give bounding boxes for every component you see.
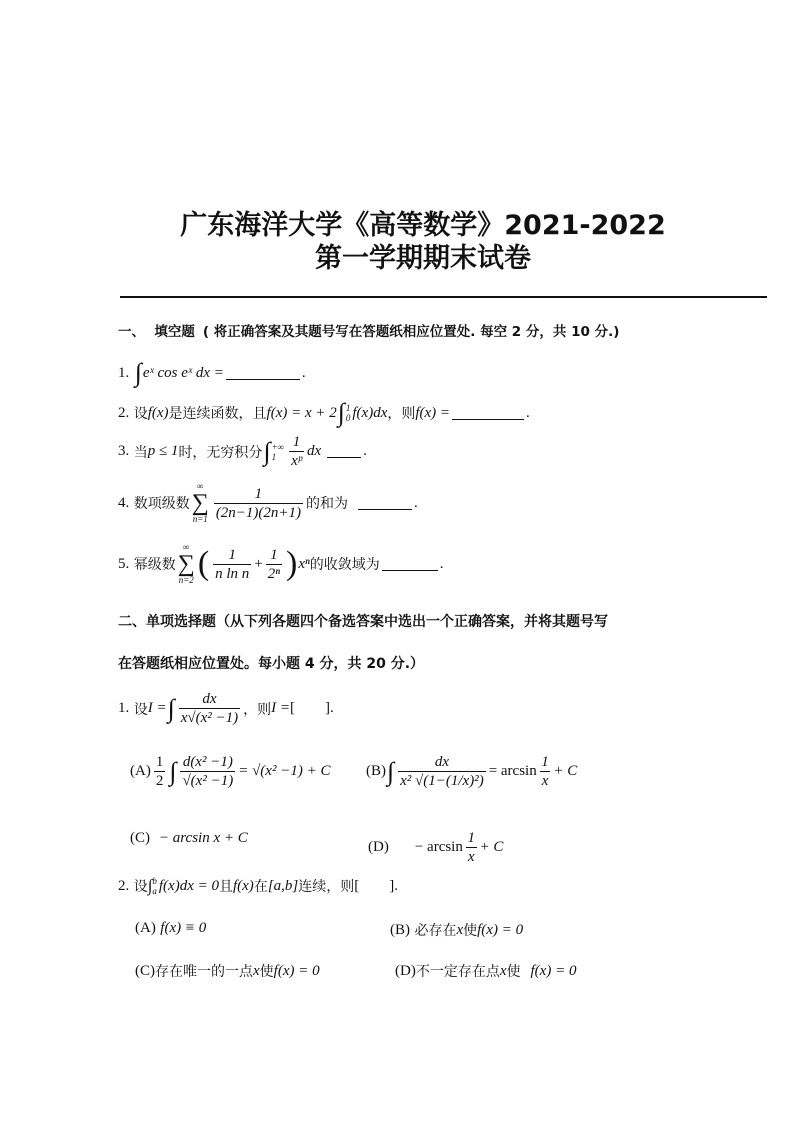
sum-lower: n=2	[178, 575, 194, 585]
title-line-2: 第一学期期末试卷	[315, 243, 531, 274]
text: ，则	[243, 701, 272, 718]
numerator: dx	[434, 754, 449, 770]
text: 连续，则	[298, 879, 355, 895]
denominator: x	[541, 773, 549, 789]
integral-sign: ∫	[169, 756, 177, 786]
question-2-2	[118, 876, 398, 896]
numerator: 1	[467, 830, 475, 846]
section-1-note: ( 将正确答案及其题号写在答题纸相应位置处. 每空 2 分，共 10 分.)	[202, 324, 620, 340]
fraction	[213, 546, 251, 583]
expression: dx	[306, 443, 322, 459]
integral-sign: ∫	[337, 398, 345, 427]
answer-bracket: [ ].	[290, 700, 334, 716]
expression: = arcsin	[488, 763, 537, 779]
expression: I =	[271, 700, 290, 716]
text: 设	[133, 406, 148, 422]
expression: f(x) =	[415, 404, 451, 421]
option-label: (A)	[130, 763, 151, 779]
numerator: 1	[292, 434, 301, 450]
question-1-4	[118, 482, 418, 524]
numerator: 1	[254, 485, 263, 502]
option-2-1-c	[130, 830, 248, 847]
text: 的和为	[306, 496, 349, 512]
section-2-heading-1: 二、单项选择题（从下列各题四个备选答案中选出一个正确答案，并将其题号写	[118, 614, 608, 630]
title-line-1: 广东海洋大学《高等数学》2021-2022	[180, 210, 666, 241]
fraction	[154, 753, 166, 790]
denominator: x² √(1−(1/x)²)	[400, 773, 484, 789]
integral-sign: ∫	[387, 756, 395, 786]
option-label: (B)	[366, 763, 386, 779]
option-label: (B)	[390, 921, 410, 938]
denominator: x	[467, 849, 475, 865]
plus: +	[254, 555, 263, 572]
variable: x	[456, 921, 464, 938]
option-2-1-b	[366, 753, 577, 790]
text: 使	[506, 964, 521, 980]
period: .	[301, 364, 306, 381]
option-2-2-d	[395, 961, 576, 981]
period: .	[414, 494, 418, 511]
summation	[192, 482, 209, 524]
question-number: 5.	[118, 555, 130, 572]
question-1-2	[118, 398, 530, 428]
period: .	[439, 555, 444, 572]
section-2-heading-2: 在答题纸相应位置处。每小题 4 分，共 20 分.）	[118, 656, 425, 672]
integral-sign: ∫	[134, 358, 142, 387]
answer-bracket: [ ].	[354, 877, 398, 894]
upper-limit: b	[152, 876, 157, 886]
expression: f(x)	[147, 404, 169, 421]
expression: p ≤ 1	[147, 443, 179, 459]
answer-blank	[327, 445, 361, 458]
expression: f(x)dx	[352, 404, 388, 421]
text: 设	[133, 701, 148, 718]
expression: f(x)dx = 0	[158, 877, 219, 894]
right-paren: )	[286, 545, 298, 582]
fraction	[266, 546, 282, 583]
option-label: (A)	[135, 920, 156, 936]
expression: xⁿ	[298, 555, 310, 572]
lower-limit: 1	[271, 451, 277, 462]
lower-limit: 0	[345, 413, 351, 423]
expression: − arcsin x + C	[158, 830, 248, 846]
upper-limit: 1	[345, 403, 351, 413]
expression: f(x)	[232, 877, 254, 894]
denominator: n ln n	[215, 565, 250, 582]
fraction	[214, 485, 303, 522]
question-number: 1.	[118, 364, 130, 381]
numerator: 1	[541, 754, 549, 770]
section-1-heading	[118, 320, 619, 340]
numerator: d(x² −1)	[182, 754, 233, 770]
text: 时，无穷积分	[178, 444, 263, 461]
answer-blank	[382, 558, 438, 571]
text: 是连续函数，且	[168, 406, 267, 422]
fraction	[289, 433, 304, 470]
denominator: (2n−1)(2n+1)	[215, 504, 302, 521]
question-number: 2.	[118, 404, 130, 421]
numerator: 1	[155, 754, 164, 770]
integral-limits	[346, 403, 351, 423]
question-number: 4.	[118, 494, 130, 511]
lower-limit: a	[152, 886, 157, 896]
denominator: xᵖ	[291, 453, 302, 469]
option-label: (C)	[130, 830, 150, 846]
text: 且	[218, 879, 233, 895]
numerator: 1	[228, 546, 236, 563]
expression: + C	[553, 763, 578, 779]
answer-blank	[358, 497, 412, 510]
option-label: (C)	[135, 962, 155, 979]
answer-blank	[452, 407, 524, 420]
text: 数项级数	[133, 496, 190, 512]
text: 的收敛域为	[309, 557, 380, 573]
sum-lower: n=1	[192, 514, 208, 524]
expression: f(x) = 0	[477, 921, 524, 938]
expression: f(x) = 0	[530, 962, 577, 979]
option-label: (D)	[395, 962, 416, 979]
denominator: x√(x² −1)	[180, 710, 239, 726]
text: 设	[133, 879, 148, 895]
text: ，则	[387, 406, 416, 422]
sigma-sign: ∑	[191, 490, 209, 516]
option-label: (D)	[368, 839, 389, 855]
expression: f(x) = x + 2	[266, 404, 337, 421]
sum-upper: ∞	[197, 481, 204, 491]
fraction	[398, 753, 486, 790]
option-2-2-c	[135, 961, 320, 981]
expression: eˣ cos eˣ dx =	[142, 364, 224, 381]
integral-sign: ∫	[167, 693, 175, 723]
expression: f(x) ≡ 0	[160, 920, 207, 936]
fraction	[466, 829, 477, 866]
text: 幂级数	[133, 557, 176, 573]
question-number: 1.	[118, 700, 130, 716]
section-1-title: 一、 填空题	[118, 324, 195, 340]
text: 必存在	[414, 923, 457, 939]
integral-sign: ∫	[263, 436, 271, 466]
answer-blank	[226, 367, 300, 380]
question-1-3	[118, 433, 367, 470]
question-2-1	[118, 690, 334, 727]
divider	[120, 296, 767, 298]
denominator: 2ⁿ	[267, 565, 281, 582]
left-paren: (	[197, 545, 210, 582]
expression: − arcsin	[414, 839, 463, 855]
fraction	[180, 753, 235, 790]
question-number: 2.	[118, 877, 130, 894]
summation	[178, 543, 195, 585]
integral-limits	[152, 876, 157, 896]
expression: [a,b]	[267, 877, 299, 894]
text: 在	[253, 879, 268, 895]
integral-sign: ∫	[147, 876, 153, 895]
period: .	[363, 443, 367, 459]
upper-limit: +∞	[271, 441, 285, 452]
option-2-1-d	[368, 829, 503, 866]
fraction	[540, 753, 551, 790]
expression: = √(x² −1) + C	[238, 763, 331, 779]
numerator: dx	[202, 691, 217, 707]
expression: + C	[479, 839, 504, 855]
text: 使	[259, 964, 274, 980]
integral-limits	[272, 442, 285, 462]
fraction	[179, 690, 240, 727]
period: .	[526, 404, 530, 421]
numerator: 1	[270, 546, 278, 563]
text: 当	[133, 444, 148, 461]
expression: I =	[147, 700, 167, 716]
variable: x	[253, 962, 260, 979]
question-1-1	[118, 358, 306, 388]
sigma-sign: ∑	[177, 551, 195, 577]
option-2-2-a	[135, 920, 206, 937]
variable: x	[499, 962, 507, 979]
text: 不一定存在点	[415, 964, 500, 980]
option-2-1-a	[130, 753, 330, 790]
denominator: 2	[155, 773, 164, 789]
question-1-5	[118, 543, 443, 585]
text: 存在唯一的一点	[155, 964, 253, 980]
question-number: 3.	[118, 443, 130, 459]
denominator: √(x² −1)	[182, 773, 234, 789]
option-2-2-b	[390, 920, 523, 940]
text: 使	[463, 923, 478, 939]
sum-upper: ∞	[183, 542, 190, 552]
expression: f(x) = 0	[273, 962, 320, 979]
